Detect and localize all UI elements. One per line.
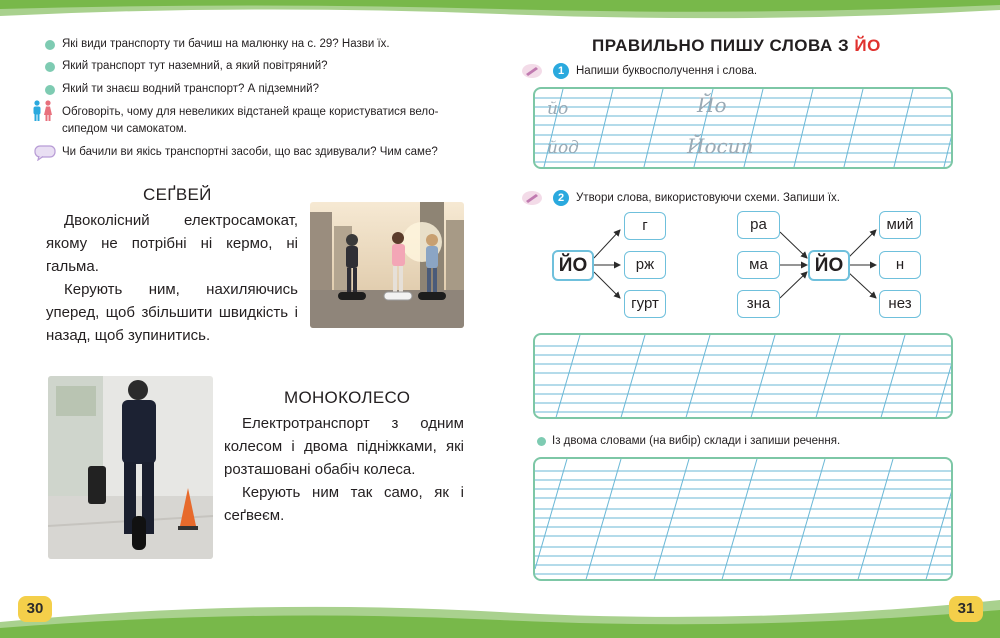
scheme-2-center-yo: ЙО (808, 250, 850, 281)
question-3: Який ти знаєш водний транспорт? А підземний? (62, 83, 319, 95)
question-4-line-2: сипедом чи самокатом. (62, 123, 187, 135)
scheme-2-ending-n: н (879, 251, 921, 279)
task-2-instruction: Утвори слова, використовуючи схеми. Запиши їх. (576, 192, 840, 204)
scheme-2-prefix-ra: ра (737, 211, 780, 239)
task-2-number: 2 (553, 190, 569, 206)
sample-yo-lower: йо (547, 99, 569, 119)
task-3-writing-box[interactable] (533, 457, 953, 581)
scheme-1-center-yo: ЙО (552, 250, 594, 281)
scheme-1-ending-g: г (624, 212, 666, 240)
sample-yo-upper: Йо (697, 93, 727, 117)
scheme-2-prefix-ma: ма (737, 251, 780, 279)
scheme-2-ending-myi: мий (879, 211, 921, 239)
task-2-ruling (535, 335, 953, 419)
task-1-number: 1 (553, 63, 569, 79)
scheme-2-ending-nez: нез (879, 290, 921, 318)
task-1-instruction: Напиши буквосполучення і слова. (576, 65, 758, 77)
task-3-ruling (535, 459, 953, 581)
sample-yosyp: Йосип (687, 134, 754, 158)
scheme-2-prefix-zna: зна (737, 290, 780, 318)
task-3-instruction: Із двома словами (на вибір) склади і запиши речення. (552, 435, 841, 447)
segway-paragraph-2: Керують ним, нахиляючись уперед, щоб збільшити швидкість і назад, щоб зупинитись. (46, 281, 298, 344)
scheme-1-ending-rzh: рж (624, 251, 666, 279)
title-accent: ЙО (854, 36, 881, 55)
title-main: ПРАВИЛЬНО ПИШУ СЛОВА З (592, 36, 855, 55)
scheme-1-ending-hurt: гурт (624, 290, 666, 318)
question-4-line-1: Обговоріть, чому для невеликих відстаней краще користуватися вело- (62, 106, 439, 118)
question-5: Чи бачили ви якісь транспортні засоби, що вас здивували? Чим саме? (62, 146, 438, 158)
bottom-decorative-band (0, 592, 1000, 638)
monowheel-paragraph-2: Керують ним так само, як і сеґвеєм. (224, 484, 464, 524)
page-number-left: 30 (18, 596, 52, 622)
task-2-writing-box[interactable] (533, 333, 953, 419)
sample-yod: йод (547, 138, 579, 158)
question-2: Який транспорт тут наземний, а який повітряний? (62, 60, 328, 72)
segway-paragraph-1: Двоколісний електросамокат, якому не потрібні ні кермо, ні гальма. (46, 212, 298, 275)
segway-heading: СЕҐВЕЙ (143, 185, 212, 204)
task-3-bullet (537, 437, 546, 446)
page-number-right: 31 (949, 596, 983, 622)
monowheel-paragraph-1: Електротранспорт з одним колесом і двома підніжками, які розташовані обабіч колеса. (224, 415, 464, 478)
question-1: Які види транспорту ти бачиш на малюнку на с. 29? Назви їх. (62, 38, 390, 50)
monowheel-heading: МОНОКОЛЕСО (284, 388, 411, 407)
